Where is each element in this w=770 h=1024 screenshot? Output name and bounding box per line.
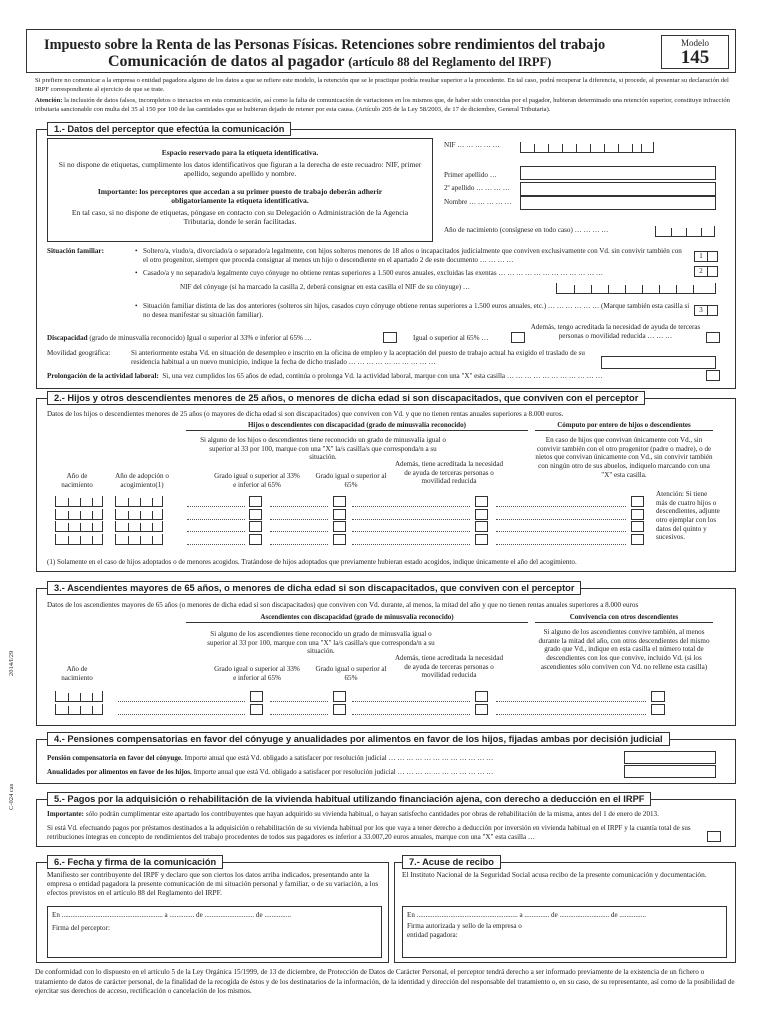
modelo-number: 145 [680, 46, 710, 68]
nif-label: NIF … … … … … [444, 141, 500, 149]
s3-conv-header: Convivencia con otros descendientes [569, 613, 679, 621]
s2-computo-checkbox[interactable] [631, 509, 644, 520]
nombre-label: Nombre … … … … … [444, 198, 512, 206]
s3-col-33: Grado igual o superior al 33% e inferior al 65% [214, 665, 300, 682]
dotted-line [496, 506, 626, 507]
dotted-line [187, 531, 245, 532]
disc-65-label: Igual o superior al 65% … [413, 334, 489, 342]
dotted-line [187, 506, 245, 507]
important-note: Importante: los perceptores que accedan a su primer puesto de trabajo deberán adherir obligatoriamente la etiqueta identificativa. [97, 187, 383, 206]
anio-nacimiento-label: Año de nacimiento (consígnese en todo caso) … … … … [444, 226, 609, 234]
s3-conv-field[interactable] [651, 691, 665, 702]
s3-anio-field[interactable] [55, 691, 103, 702]
s2-col-anio: Año de nacimiento [61, 472, 93, 489]
situacion-1-text: Soltero/a, viudo/a, divorciado/a o separado/a legalmente, con hijos solteros menores de 18 años o incapacitados judicialmente que conviven exclusivamente con Vd. sin convivir también con el otro progenitor, siempre que proceda consignar al menos un hijo o descendiente en el apartado 2 de este documento … … … … [143, 247, 682, 264]
section-5-title: 5.- Pagos por la adquisición o rehabilitación de la vivienda habitual utilizando financiación ajena, con derecho a deducción en el IRPF [47, 792, 651, 806]
s2-col-adop: Año de adopción o acogimiento(1) [115, 472, 169, 489]
prolongacion-checkbox[interactable] [706, 370, 720, 381]
form-title: Impuesto sobre la Renta de las Personas Físicas. Retenciones sobre rendimientos del trabajo [44, 37, 606, 53]
s3-conv-note: Si alguno de los ascendientes convive también, al menos durante la mitad del año, con otros descendientes del mismo grado que Vd., indique en esta casilla el número total de descendientes con los que convive, incluido Vd. (si los ascendientes sólo conviven con Vd. no rellene esta casilla) [538, 628, 710, 671]
s7-text: El Instituto Nacional de la Seguridad Social acusa recibo de la presente comunicación y documentación. [402, 870, 707, 879]
s5-text: Si está Vd. efectuando pagos por préstamos destinados a la adquisición o rehabilitación de su vivienda habitual por los que vaya a tener derecho a deducción por inversión en vivienda habitual en el IRPF y la cuantía total de sus retribuciones íntegras en concepto de rendimientos del trabajo procedentes de todos sus pagadores es inferior a 33.007,20 euros anuales, marque con una "X" esta casilla … [47, 824, 691, 841]
s2-65-checkbox[interactable] [333, 496, 346, 507]
disc-ayuda-label: Además, tengo acreditada la necesidad de ayuda de terceras personas o movilidad reducida … … … [530, 323, 701, 340]
situacion-1-mark[interactable] [707, 251, 718, 262]
movilidad-label: Movilidad geográfica: [47, 349, 111, 357]
dotted-line [270, 714, 328, 715]
dotted-line [270, 531, 328, 532]
bullet: • [135, 247, 138, 255]
s2-col-33: Grado igual o superior al 33% e inferior al 65% [214, 472, 300, 489]
anualidades-row: Anualidades por alimentos en favor de los hijos. Importe anual que está Vd. obligado a satisfacer por resolución judicial … … … … … … … … … … … [47, 768, 494, 776]
s2-disc-header: Hijos o descendientes con discapacidad (grado de minusvalía reconocido) [247, 421, 467, 429]
form-subtitle: Comunicación de datos al pagador (artículo 88 del Reglamento del IRPF) [108, 53, 552, 70]
s6-text: Manifiesto ser contribuyente del IRPF y declaro que son ciertos los datos arriba indicados, presentando ante la empresa o entidad pagadora la presente comunicación de mi situación personal y familiar, o de su variación, a los efectos previstos en el artículo 88 del Reglamento del IRPF. [47, 870, 379, 897]
s2-ayuda-checkbox[interactable] [475, 534, 488, 545]
s2-col-ayuda: Además, tiene acreditada la necesidad de ayuda de terceras personas o movilidad reducida [394, 460, 504, 486]
dotted-line [118, 701, 245, 702]
dotted-line [352, 506, 470, 507]
section-2-intro: Datos de los hijos o descendientes menores de 25 años (o mayores de dicha edad si son discapacitados) que conviven con Vd. y que no tienen rentas anuales superiores a 8.000 euros. [47, 410, 564, 418]
dotted-line [270, 506, 328, 507]
situacion-2-checkbox[interactable]: 2 [694, 266, 708, 277]
situacion-1-checkbox[interactable]: 1 [694, 251, 708, 262]
divider [535, 622, 713, 623]
intro-paragraph: Si prefiere no comunicar a la empresa o entidad pagadora alguno de los datos a que se refiere este modelo, la retención que se le practique podría resultar superior a la procedente. En tal caso, podrá recuperar la diferencia, si procede, al presentar su declaración del IRPF correspondiente al ejercicio de que se trate. [35, 77, 729, 94]
section-4-title: 4.- Pensiones compensatorias en favor del cónyuge y anualidades por alimentos en favor de los hijos, fijadas ambas por decisión judicial [47, 732, 670, 746]
s2-col-65: Grado igual o superior al 65% [315, 472, 387, 489]
disc-ayuda-checkbox[interactable] [706, 332, 720, 343]
s2-computo-checkbox[interactable] [631, 521, 644, 532]
dotted-line [496, 519, 626, 520]
disc-65-checkbox[interactable] [511, 332, 525, 343]
section-3-title: 3.- Ascendientes mayores de 65 años, o menores de dicha edad si son discapacitados, que conviven con el perceptor [47, 581, 581, 595]
modelo-label: Modelo [681, 38, 709, 48]
situacion-3-checkbox[interactable]: 3 [694, 305, 708, 316]
s3-col-ayuda: Además, tiene acreditada la necesidad de ayuda de terceras personas o movilidad reducida [394, 654, 504, 680]
nif-field[interactable] [520, 142, 654, 153]
divider [535, 430, 713, 431]
s2-anio-field[interactable] [55, 509, 103, 520]
divider [186, 622, 528, 623]
s3-conv-field[interactable] [651, 704, 665, 715]
situacion-2-text: Casado/a y no separado/a legalmente cuyo cónyuge no obtiene rentas superiores a 1.500 euros anuales, excluidas las exentas … … … … … … … … … … … … [143, 269, 603, 277]
s2-33-checkbox[interactable] [249, 509, 262, 520]
nif-conyuge-field[interactable] [556, 283, 716, 294]
bullet: • [135, 269, 138, 277]
s2-computo-checkbox[interactable] [631, 534, 644, 545]
section-1-title: 1.- Datos del perceptor que efectúa la comunicación [47, 122, 291, 136]
s2-adop-field[interactable] [115, 496, 163, 507]
s2-adop-field[interactable] [115, 534, 163, 545]
primer-apellido-field[interactable] [520, 166, 716, 180]
situacion-3-mark[interactable] [707, 305, 718, 316]
segundo-apellido-field[interactable] [520, 182, 716, 196]
dotted-line [496, 701, 646, 702]
s2-65-checkbox[interactable] [333, 521, 346, 532]
s7-firma-label: Firma autorizada y sello de la empresa o entidad pagadora: [407, 922, 522, 939]
s2-atencion: Atención: Si tiene más de cuatro hijos o descendientes, adjunte otro ejemplar con los datos del quinto y sucesivos. [656, 490, 720, 542]
dotted-line [352, 714, 470, 715]
discapacidad-row: Discapacidad (grado de minusvalía reconocido) Igual o superior al 33% e inferior al 65% … [47, 334, 312, 342]
s2-computo-header: Cómputo por entero de hijos o descendientes [557, 421, 691, 429]
dotted-line [352, 519, 470, 520]
s3-ayuda-checkbox[interactable] [475, 704, 488, 715]
s2-65-checkbox[interactable] [333, 534, 346, 545]
modelo-box [661, 35, 729, 69]
label-space-title: Espacio reservado para la etiqueta identificativa. [161, 148, 319, 157]
pension-row: Pensión compensatoria en favor del cónyuge. Importe anual que está Vd. obligado a satisfacer por resolución judicial … … … … … … … … … … … … [47, 754, 494, 762]
section-6-title: 6.- Fecha y firma de la comunicación [47, 855, 223, 869]
side-date-code: 2014/I/29 [8, 650, 15, 676]
s2-disc-note: Si alguno de los hijos o descendientes tiene reconocido un grado de minusvalía igual o superior al 33 por 100, marque con una "X" la/s casilla/s que corresponda/n a su situación. [200, 436, 446, 462]
dotted-line [187, 519, 245, 520]
dotted-line [270, 519, 328, 520]
warning-paragraph: Atención: la inclusión de datos falsos, incompletos o inexactos en esta comunicación, así como la falta de comunicación de variaciones en los mismos que, de haber sido conocidas por el pagador, hubieran determinado una retención superior, constituye infracción tributaria sancionable con multa del 35 al 150 por 100 de las cantidades que se hubieran dejado de retener por esta causa. (Artículo 205 de la Ley 58/2003, de 17 de diciembre, General Tributaria). [35, 97, 730, 114]
s3-col-65: Grado igual o superior al 65% [315, 665, 387, 682]
prolongacion-row: Prolongación de la actividad laboral: Si, una vez cumplidos los 65 años de edad, continúa o prolonga Vd. la actividad laboral, marque con una "X" esta casilla … … … … … … … … … … … [47, 372, 603, 380]
movilidad-fecha-field[interactable] [601, 356, 716, 369]
divider [186, 430, 528, 431]
s2-33-checkbox[interactable] [249, 496, 262, 507]
s3-col-anio: Año de nacimiento [61, 665, 93, 682]
s3-disc-note: Si alguno de los ascendientes tiene reconocido un grado de minusvalía igual o superior al 33 por 100, marque con una "X" la/s casilla/s que corresponda/n a su situación. [207, 630, 435, 656]
pension-field[interactable] [624, 751, 716, 764]
s3-anio-field[interactable] [55, 704, 103, 715]
dotted-line [352, 544, 470, 545]
dotted-line [270, 701, 328, 702]
s2-adop-field[interactable] [115, 521, 163, 532]
s2-ayuda-checkbox[interactable] [475, 496, 488, 507]
s5-important: Importante: sólo podrán cumplimentar este apartado los contribuyentes que hayan adquirido su vivienda habitual, o hayan satisfecho cantidades por obras de rehabilitación de la misma, antes del 1 de enero de 2013. [47, 810, 659, 818]
dotted-line [496, 544, 626, 545]
section-7-title: 7.- Acuse de recibo [402, 855, 501, 869]
s2-33-checkbox[interactable] [249, 521, 262, 532]
s2-33-checkbox[interactable] [249, 534, 262, 545]
s2-anio-field[interactable] [55, 521, 103, 532]
s2-computo-note: En caso de hijos que convivan únicamente con Vd., sin convivir también con el otro progenitor (padre o madre), o de nietos que convivan únicamente con Vd., sin convivir también con ningún otro de sus abuelos, indiquelo marcando con una "X" esta casilla. [535, 436, 713, 479]
nif-conyuge-label: NIF del cónyuge (si ha marcado la casilla 2, deberá consignar en esta casilla el NIF de su cónyuge) … [180, 283, 470, 291]
s3-33-checkbox[interactable] [250, 704, 263, 715]
dotted-line [270, 544, 328, 545]
label-space-text: Si no dispone de etiquetas, cumplimente los datos identificativos que figuran a la derecha de este recuadro: NIF, primer apellido, segundo apellido y nombre. [58, 160, 422, 179]
footer-legal: De conformidad con lo dispuesto en el artículo 5 de la Ley Orgánica 15/1999, de 13 de diciembre, de Protección de Datos de Carácter Personal, el perceptor tendrá derecho a ser informado previamente de la existencia de un fichero o tratamiento de datos de carácter personal, de la finalidad de la recogida de éstos y de los destinatarios de la información, de la identidad y dirección del responsable del tratamiento o, en su caso, de su representante, así como de la posibilidad de ejercitar sus derechos de acceso, rectificación o cancelación de los mismos. [35, 968, 735, 996]
dotted-line [496, 714, 646, 715]
dotted-line [187, 544, 245, 545]
s3-65-checkbox[interactable] [333, 704, 346, 715]
movilidad-text: Si anteriormente estaba Vd. en situación de desempleo e inscrito en la oficina de empleo y la aceptación del puesto de trabajo actual ha exigido el traslado de su residencia habitual a un nuevo municipio, indique la fecha de dicho traslado … … … … … … … … … … [131, 349, 585, 366]
bullet: • [135, 302, 138, 310]
s6-firma-label: Firma del perceptor: [52, 924, 110, 932]
section-2-title: 2.- Hijos y otros descendientes menores de 25 años, o menores de dicha edad si son discapacitados, que conviven con el perceptor [47, 391, 645, 405]
s2-anio-field[interactable] [55, 496, 103, 507]
s3-33-checkbox[interactable] [250, 691, 263, 702]
s2-anio-field[interactable] [55, 534, 103, 545]
s3-ayuda-checkbox[interactable] [475, 691, 488, 702]
s6-place-date: En ......................................................... a .............. de ............................ de ............... [52, 911, 292, 919]
situacion-label: Situación familiar: [47, 247, 104, 255]
s7-place-date: En ......................................................... a .............. de ............................ de ............... [407, 911, 647, 919]
s2-computo-checkbox[interactable] [631, 496, 644, 507]
anualidades-field[interactable] [624, 765, 716, 778]
dotted-line [352, 531, 470, 532]
segundo-apellido-label: 2º apellido … … … … [444, 184, 510, 192]
disc-33-checkbox[interactable] [383, 332, 397, 343]
s2-footnote: (1) Solamente en el caso de hijos adoptados o de menores acogidos. Tratándose de hijos adoptados que previamente hubieran estado acogidos, indique únicamente el año del acogimiento. [47, 558, 577, 566]
section-3-intro: Datos de los ascendientes mayores de 65 años (o menores de dicha edad si son discapacitados) que conviven con Vd. durante, al menos, la mitad del año y que no tienen rentas anuales superiores a 8.000 euros [47, 601, 639, 609]
nombre-field[interactable] [520, 196, 716, 210]
dotted-line [496, 531, 626, 532]
s2-65-checkbox[interactable] [333, 509, 346, 520]
primer-apellido-label: Primer apellido … [444, 171, 497, 179]
dotted-line [118, 714, 245, 715]
s5-checkbox[interactable] [707, 831, 721, 842]
s2-adop-field[interactable] [115, 509, 163, 520]
s3-65-checkbox[interactable] [333, 691, 346, 702]
s2-ayuda-checkbox[interactable] [475, 509, 488, 520]
side-form-code: C-024 cas [8, 783, 15, 810]
anio-nacimiento-field[interactable] [655, 226, 715, 237]
s2-ayuda-checkbox[interactable] [475, 521, 488, 532]
situacion-3-text: Situación familiar distinta de las dos anteriores (solteros sin hijos, casados cuyo cónyuge obtiene rentas superiores a 1.500 euros anuales, etc.) … … … … … … (Marque también esta casilla si no desea manifestar su situación familiar). [143, 302, 690, 319]
situacion-2-mark[interactable] [707, 266, 718, 277]
important-text: En tal caso, si no dispone de etiquetas, póngase en contacto con su Delegación o Administración de la Agencia Tributaria, donde le serán facilitadas. [71, 208, 409, 227]
s3-disc-header: Ascendientes con discapacidad (grado de minusvalía reconocido) [260, 613, 454, 621]
dotted-line [352, 701, 470, 702]
